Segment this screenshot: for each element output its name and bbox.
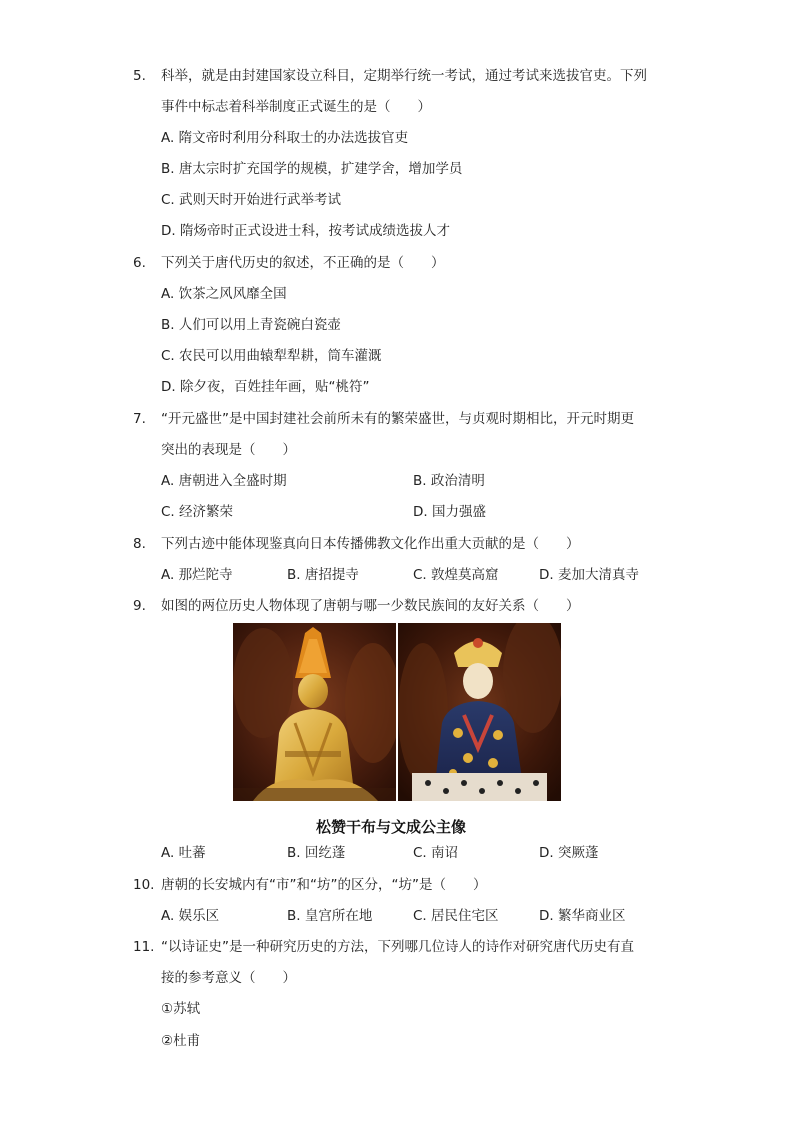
- question-text-line: 突出的表现是（ ）: [161, 442, 296, 458]
- option-b: B. 皇宫所在地: [287, 908, 373, 924]
- question-text-line: 下列古迹中能体现鉴真向日本传播佛教文化作出重大贡献的是（ ）: [161, 536, 580, 552]
- option-c: C. 居民住宅区: [413, 908, 499, 924]
- statue-illustration-left: [233, 623, 396, 801]
- option-b: B. 回纥蓬: [287, 845, 346, 861]
- question-number: 8.: [133, 536, 146, 552]
- question-text-line: 科举，就是由封建国家设立科目，定期举行统一考试，通过考试来选拔官吏。下列: [161, 68, 647, 84]
- option-b: B. 唐招提寺: [287, 567, 359, 583]
- statue-illustration-right: [398, 623, 561, 801]
- option-c: C. 经济繁荣: [161, 504, 234, 520]
- question-number: 10.: [133, 877, 155, 893]
- question-text-line: 唐朝的长安城内有“市”和“坊”的区分，“坊”是（ ）: [161, 877, 487, 893]
- question-text-line: 接的参考意义（ ）: [161, 970, 296, 986]
- question-number: 5.: [133, 68, 146, 84]
- option-b: B. 政治清明: [413, 473, 485, 489]
- question-text-line: “以诗证史”是一种研究历史的方法，下列哪几位诗人的诗作对研究唐代历史有直: [161, 939, 634, 955]
- option-c: C. 南诏: [413, 845, 459, 861]
- option-a: A. 吐蕃: [161, 845, 206, 861]
- figure-caption: 松赞干布与文成公主像: [316, 818, 467, 836]
- option-a: A. 唐朝进入全盛时期: [161, 473, 287, 489]
- option-a: A. 娱乐区: [161, 908, 220, 924]
- princess-wencheng-statue-image: [398, 623, 561, 801]
- option-d: D. 隋炀帝时正式设进士科，按考试成绩选拔人才: [161, 223, 450, 239]
- question-text-line: “开元盛世”是中国封建社会前所未有的繁荣盛世，与贞观时期相比，开元时期更: [161, 411, 634, 427]
- choice-item: ①苏轼: [161, 1001, 201, 1017]
- songtsen-gampo-statue-image: [233, 623, 396, 801]
- option-a: A. 饮茶之风风靡全国: [161, 286, 287, 302]
- option-a: A. 那烂陀寺: [161, 567, 233, 583]
- question-number: 9.: [133, 598, 146, 614]
- question-number: 7.: [133, 411, 146, 427]
- option-c: C. 武则天时开始进行武举考试: [161, 192, 342, 208]
- option-c: C. 农民可以用曲辕犁犁耕，筒车灌溉: [161, 348, 382, 364]
- question-number: 6.: [133, 255, 146, 271]
- question-text-line: 事件中标志着科举制度正式诞生的是（ ）: [161, 99, 431, 115]
- question-number: 11.: [133, 939, 155, 955]
- option-d: D. 繁华商业区: [539, 908, 626, 924]
- option-d: D. 麦加大清真寺: [539, 567, 639, 583]
- question-text-line: 如图的两位历史人物体现了唐朝与哪一少数民族间的友好关系（ ）: [161, 598, 580, 614]
- option-c: C. 敦煌莫高窟: [413, 567, 499, 583]
- choice-item: ②杜甫: [161, 1033, 201, 1049]
- option-d: D. 除夕夜，百姓挂年画，贴“桃符”: [161, 379, 370, 395]
- question-text-line: 下列关于唐代历史的叙述，不正确的是（ ）: [161, 255, 445, 271]
- option-b: B. 唐太宗时扩充国学的规模，扩建学舍，增加学员: [161, 161, 463, 177]
- option-b: B. 人们可以用上青瓷碗白瓷壶: [161, 317, 341, 333]
- option-d: D. 突厥蓬: [539, 845, 599, 861]
- option-d: D. 国力强盛: [413, 504, 486, 520]
- option-a: A. 隋文帝时利用分科取士的办法选拔官吏: [161, 130, 409, 146]
